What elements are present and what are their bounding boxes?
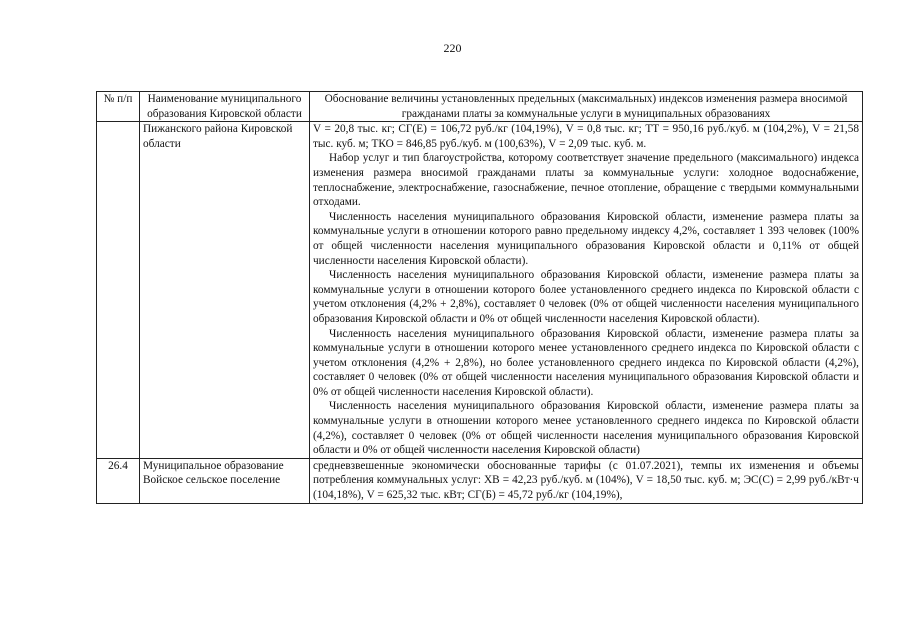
table-row [97,458,863,503]
table-header-row [97,92,863,122]
table-row [97,122,863,459]
header-municipality-column: Наименование муниципального образования Кировской области [140,92,310,122]
justification-paragraph: V = 20,8 тыс. кг; СГ(Е) = 106,72 руб./кг (104,19%), V = 0,8 тыс. кг; ТТ = 950,16 руб./куб. м (104,2%), V = 21,58 тыс. куб. м; ТКО = 846,85 руб./куб. м (100,63%), V = 2,09 тыс. куб. м. [313,123,859,150]
row-number: 26.4 [97,458,140,503]
justification-paragraph: Численность населения муниципального образования Кировской области, изменение размера платы за коммунальные услуги в отношении которого равно предельному индексу 4,2%, составляет 1 393 человек (100% от общей численности населения муниципального образования Кировской области и 0,11% от общей численности населения Кировской области). [313,210,859,267]
justification-paragraph: Численность населения муниципального образования Кировской области, изменение размера платы за коммунальные услуги в отношении которого менее установленного среднего индекса по Кировской области (4,2%), составляет 0 человек (0% от общей численности населения муниципального образования Кировской области и 0% от общей численности населения Кировской области) [313,400,859,457]
justification-paragraph: Численность населения муниципального образования Кировской области, изменение размера платы за коммунальные услуги в отношении которого более установленного среднего индекса по Кировской области с учетом отклонения (4,2% + 2,8%), составляет 0 человек (0% от общей численности населения муниципального образования Кировской области и 0% от общей численности населения Кировской области). [313,269,859,325]
justification-paragraph: Набор услуг и тип благоустройства, которому соответствует значение предельного (максимального) индекса изменения размера вносимой гражданами платы за коммунальные услуги: холодное водоснабжение, теплоснабжение, электроснабжение, газоснабжение, печное отопление, обращение с твердыми коммунальными отходами. [313,152,859,209]
municipality-name: Муниципальное образование Войское сельское поселение [140,458,310,503]
header-number-column: № п/п [97,92,140,122]
municipality-name: Пижанского района Кировской области [140,122,310,459]
page-bottom-margin [0,583,905,640]
justification-paragraph: средневзвешенные экономически обоснованные тарифы (с 01.07.2021), темпы их изменения и объемы потребления коммунальных услуг: ХВ = 42,23 руб./куб. м (104%), V = 18,50 тыс. куб. м; ЭС(С) = 2,99 руб./кВт·ч (104,18%), V = 625,32 тыс. кВт; СГ(Б) = 45,72 руб./кг (104,19%), [313,459,859,502]
header-justification-column: Обоснование величины установленных предельных (максимальных) индексов изменения размера вносимой гражданами платы за коммунальные услуги в муниципальных образованиях [310,92,863,122]
page-number: 220 [443,41,462,55]
justification-cell [310,458,863,503]
tariff-table [96,91,863,504]
row-number [97,122,140,459]
justification-paragraph: Численность населения муниципального образования Кировской области, изменение размера платы за коммунальные услуги в отношении которого менее установленного среднего индекса по Кировской области с учетом отклонения (4,2% + 2,8%), но более установленного среднего индекса по Кировской области (4,2%), составляет 0 человек (0% от общей численности населения муниципального образования Кировской области и 0% от общей численности населения Кировской области). [313,327,859,398]
justification-cell [310,122,863,459]
